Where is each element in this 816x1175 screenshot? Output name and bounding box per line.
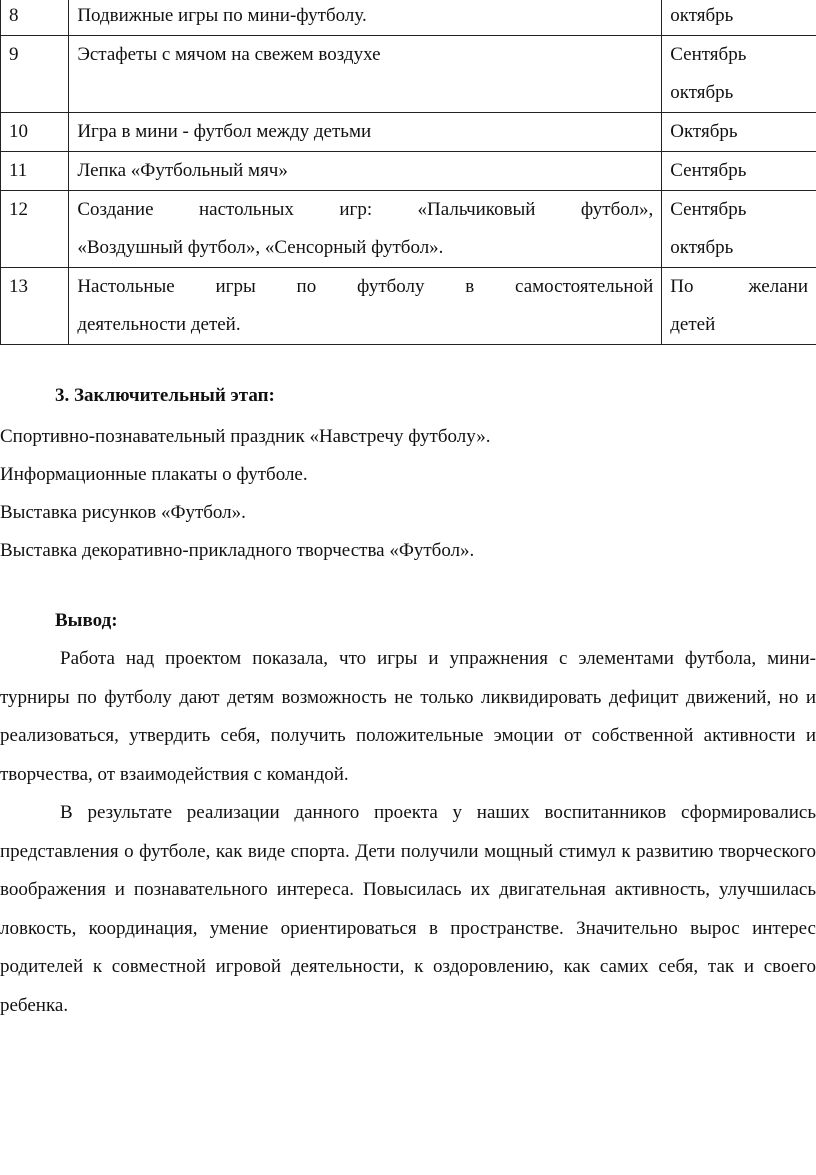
term-cell [662,268,816,345]
term-cell [662,0,816,36]
conclusion-body [0,640,816,1025]
table-row [1,191,816,268]
list-item: Выставка декоративно-прикладного творчества «Футбол». [0,540,475,561]
term-line: Сентябрь [670,160,747,181]
table-row [1,0,816,36]
term-line: По желани [670,276,808,297]
row-number: 8 [1,0,69,36]
term-cell [662,191,816,268]
row-number: 12 [1,191,69,268]
term-line: детей [670,314,716,335]
table-row [1,36,816,113]
row-number: 11 [1,152,69,191]
term-line: октябрь [670,82,734,103]
conclusion-paragraph: В результате реализации данного проекта у наших воспитанников сформировались представления о футболе, как виде спорта. Дети получили мощный стимул к развитию творческого воображения и познавательного интереса. Повысилась их двигательная активность, улучшилась ловкость, координация, умение ориентироваться в пространстве. Значительно вырос интерес родителей к совместной игровой деятельности, к оздоровлению, как самих себя, так и своего ребенка. [0,802,816,1016]
final-stage-heading: 3. Заключительный этап: [55,385,275,406]
term-cell [662,152,816,191]
term-line: Октябрь [670,121,738,142]
activity-line: Настольные игры по футболу в самостоятельной [77,276,654,297]
term-line: Сентябрь [670,199,747,220]
activity-cell [69,191,662,268]
table-row [1,268,816,345]
list-item: Спортивно-познавательный праздник «Навстречу футболу». [0,426,491,447]
row-number: 10 [1,113,69,152]
table-row [1,152,816,191]
activity-cell [69,113,662,152]
activity-cell [69,0,662,36]
term-cell [662,113,816,152]
activity-table [0,0,816,345]
activity-cell [69,268,662,345]
row-number: 13 [1,268,69,345]
activity-line: Эстафеты с мячом на свежем воздухе [77,44,381,65]
term-cell [662,36,816,113]
list-item: Информационные плакаты о футболе. [0,464,308,485]
activity-line: «Воздушный футбол», «Сенсорный футбол». [77,237,444,258]
activity-line: Лепка «Футбольный мяч» [77,160,288,181]
term-line: октябрь [670,5,734,26]
activity-line: Игра в мини - футбол между детьми [77,121,372,142]
final-stage-list [0,418,816,570]
row-number: 9 [1,36,69,113]
activity-line: деятельности детей. [77,314,241,335]
term-line: октябрь [670,237,734,258]
activity-line: Подвижные игры по мини-футболу. [77,5,367,26]
conclusion-heading: Вывод: [55,610,118,631]
activity-cell [69,152,662,191]
table-row [1,113,816,152]
term-line: Сентябрь [670,44,747,65]
activity-cell [69,36,662,113]
activity-line: Создание настольных игр: «Пальчиковый футбол», [77,199,654,220]
conclusion-paragraph: Работа над проектом показала, что игры и упражнения с элементами футбола, мини- турниры по футболу дают детям возможность не только ликвидировать дефицит движений, но и реализоваться, утвердить себя, получить положительные эмоции от собственной активности и творчества, от взаимодействия с командой. [0,648,816,785]
list-item: Выставка рисунков «Футбол». [0,502,246,523]
